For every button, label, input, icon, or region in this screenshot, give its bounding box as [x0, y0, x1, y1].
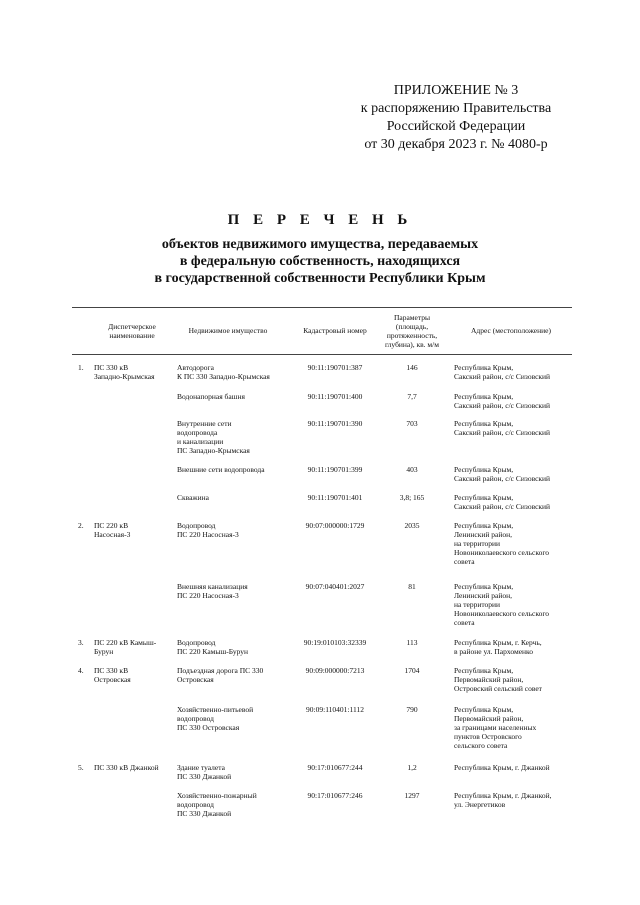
parameter-value: 403	[406, 465, 418, 474]
property-name-line: Водопровод	[177, 521, 216, 530]
address-line: Республика Крым,	[454, 521, 514, 530]
address	[454, 638, 572, 656]
property-name-line: Водонапорная башня	[177, 392, 245, 401]
property-name	[177, 638, 287, 656]
property-name-line: Внешние сети водопровода	[177, 465, 265, 474]
address-line: Республика Крым, г. Керчь,	[454, 638, 542, 647]
address-line: Республика Крым,	[454, 465, 514, 474]
subtitle-line: объектов недвижимого имущества, передаваемых	[161, 237, 479, 252]
property-name-line: ПС Западно-Крымская	[177, 446, 250, 455]
cadastral-number: 90:11:190701:401	[307, 493, 363, 502]
document-title: П Е Р Е Ч Е Н Ь	[227, 212, 413, 228]
header-params	[372, 307, 452, 354]
property-name-line: ПС 330 Джанкой	[177, 809, 232, 818]
dispatch-name-line: ПС 330 кВ	[94, 363, 129, 372]
appendix-line: от 30 декабря 2023 г. № 4080-р	[364, 137, 548, 152]
subtitle-line: в федеральную собственность, находящихся	[179, 254, 461, 269]
header-text: Параметры	[393, 312, 431, 322]
property-name	[177, 521, 287, 539]
address-line: Сакский район, с/с Сизовский	[454, 428, 551, 437]
address	[454, 666, 572, 693]
dispatch-name-line: Бурун	[94, 647, 114, 656]
dispatch-name-line: ПС 330 кВ Джанкой	[94, 763, 159, 772]
dispatch-name	[94, 763, 174, 772]
cadastral-number: 90:11:190701:390	[307, 419, 363, 428]
cadastral-number: 90:19:010103:32339	[303, 638, 367, 647]
property-name-line: и канализации	[177, 437, 224, 446]
address-line: Новониколаевского сельского	[454, 548, 549, 557]
property-name	[177, 363, 287, 381]
dispatch-name-line: ПС 330 кВ	[94, 666, 129, 675]
parameter-value: 3,8; 165	[399, 493, 425, 502]
address	[454, 582, 572, 627]
property-name	[177, 582, 287, 600]
header-property	[172, 307, 284, 354]
parameter-value: 790	[406, 705, 418, 714]
address-line: совета	[454, 557, 475, 566]
address	[454, 493, 572, 511]
property-name-line: водопровод	[177, 714, 214, 723]
address-line: на территории	[454, 600, 501, 609]
row-number: 4.	[78, 666, 84, 675]
property-name-line: Внутренние сети	[177, 419, 232, 428]
property-name-line: Автодорога	[177, 363, 214, 372]
address-line: Сакский район, с/с Сизовский	[454, 372, 551, 381]
address-line: Новониколаевского сельского	[454, 609, 549, 618]
address-line: Сакский район, с/с Сизовский	[454, 502, 551, 511]
property-name	[177, 493, 287, 502]
address-line: ул. Энергетиков	[454, 800, 506, 809]
property-name	[177, 392, 287, 401]
dispatch-name-line: Островская	[94, 675, 131, 684]
subtitle-line: в государственной собственности Республики Крым	[154, 271, 486, 286]
property-name-line: Островская	[177, 675, 214, 684]
header-text: Кадастровый номер	[303, 326, 367, 335]
address	[454, 392, 572, 410]
document-subtitle	[70, 236, 570, 287]
address-line: пунктов Островского	[454, 732, 522, 741]
cadastral-number: 90:07:000000:1729	[305, 521, 365, 530]
property-name-line: К ПС 330 Западно-Крымская	[177, 372, 270, 381]
dispatch-name-line: Насосная-3	[94, 530, 131, 539]
cadastral-number: 90:11:190701:387	[307, 363, 363, 372]
header-address	[450, 307, 572, 354]
dispatch-name-line: ПС 220 кВ	[94, 521, 129, 530]
property-name-line: Хозяйственно-питьевой	[177, 705, 254, 714]
table-header-border	[72, 354, 572, 355]
property-name-line: Внешняя канализация	[177, 582, 248, 591]
header-text: (площадь,	[395, 321, 429, 331]
cadastral-number: 90:17:010677:244	[307, 763, 363, 772]
property-name-line: водопровода	[177, 428, 218, 437]
header-dispatch-name	[82, 307, 182, 354]
dispatch-name	[94, 363, 174, 381]
header-text: наименование	[109, 330, 155, 340]
address	[454, 465, 572, 483]
cadastral-number: 90:11:190701:400	[307, 392, 363, 401]
cadastral-number: 90:07:040401:2027	[305, 582, 365, 591]
address-line: в районе ул. Пархоменко	[454, 647, 534, 656]
cadastral-number: 90:17:010677:246	[307, 791, 363, 800]
parameter-value: 81	[408, 582, 416, 591]
cadastral-number: 90:09:110401:1112	[306, 705, 364, 714]
dispatch-name-line: Западно-Крымская	[94, 372, 155, 381]
parameter-value: 1,2	[407, 763, 417, 772]
property-name-line: Здание туалета	[177, 763, 225, 772]
row-number: 1.	[78, 363, 84, 372]
address-line: Республика Крым, г. Джанкой	[454, 763, 550, 772]
property-name	[177, 763, 287, 781]
address-line: Первомайский район,	[454, 714, 524, 723]
appendix-line: к распоряжению Правительства	[360, 101, 552, 116]
row-number: 3.	[78, 638, 84, 647]
property-name-line: Хозяйственно-пожарный	[177, 791, 257, 800]
address-line: совета	[454, 618, 475, 627]
address-line: Первомайский район,	[454, 675, 524, 684]
row-number: 2.	[78, 521, 84, 530]
address-line: Республика Крым,	[454, 419, 514, 428]
cadastral-number: 90:09:000000:7213	[305, 666, 365, 675]
address-line: сельского совета	[454, 741, 508, 750]
address-line: на территории	[454, 539, 501, 548]
header-cadastral	[284, 307, 386, 354]
address-line: Республика Крым,	[454, 666, 514, 675]
address	[454, 419, 572, 437]
address-line: Сакский район, с/с Сизовский	[454, 474, 551, 483]
property-name	[177, 666, 287, 684]
appendix-title: ПРИЛОЖЕНИЕ № 3	[393, 83, 519, 98]
parameter-value: 2035	[404, 521, 420, 530]
address-line: Республика Крым,	[454, 363, 514, 372]
property-name-line: водопровод	[177, 800, 214, 809]
parameter-value: 703	[406, 419, 418, 428]
property-name-line: Подъездная дорога ПС 330	[177, 666, 264, 675]
address-line: Сакский район, с/с Сизовский	[454, 401, 551, 410]
appendix-line: Российской Федерации	[386, 119, 526, 134]
address-line: Ленинский район,	[454, 591, 513, 600]
property-name-line: Водопровод	[177, 638, 216, 647]
address-line: за границами населенных	[454, 723, 537, 732]
header-text: Диспетчерское	[108, 321, 156, 331]
address-line: Республика Крым,	[454, 582, 514, 591]
parameter-value: 113	[406, 638, 418, 647]
address	[454, 705, 572, 750]
address	[454, 363, 572, 381]
address-line: Республика Крым,	[454, 392, 514, 401]
property-name-line: ПС 220 Камыш-Бурун	[177, 647, 248, 656]
property-name-line: ПС 330 Островская	[177, 723, 240, 732]
property-name-line: ПС 330 Джанкой	[177, 772, 232, 781]
parameter-value: 146	[406, 363, 418, 372]
header-text: Адрес (местоположение)	[471, 326, 551, 335]
header-text: протяженность,	[386, 330, 438, 340]
header-text: глубина), кв. м/м	[384, 339, 440, 349]
address	[454, 763, 572, 772]
address-line: Республика Крым, г. Джанкой,	[454, 791, 552, 800]
address-line: Ленинский район,	[454, 530, 513, 539]
parameter-value: 1297	[404, 791, 420, 800]
dispatch-name-line: ПС 220 кВ Камыш-	[94, 638, 157, 647]
address-line: Республика Крым,	[454, 705, 514, 714]
header-text: Недвижимое имущество	[188, 326, 268, 335]
property-name-line: ПС 220 Насосная-3	[177, 591, 239, 600]
property-name	[177, 791, 287, 818]
property-name	[177, 465, 287, 474]
dispatch-name	[94, 638, 174, 656]
address-line: Островский сельский совет	[454, 684, 542, 693]
row-number: 5.	[78, 763, 84, 772]
address	[454, 791, 572, 809]
parameter-value: 7,7	[407, 392, 417, 401]
property-name	[177, 419, 287, 455]
property-name-line: Скважина	[177, 493, 209, 502]
address	[454, 521, 572, 566]
cadastral-number: 90:11:190701:399	[307, 465, 363, 474]
property-name	[177, 705, 287, 732]
appendix-header	[340, 82, 572, 154]
dispatch-name	[94, 666, 174, 684]
dispatch-name	[94, 521, 174, 539]
address-line: Республика Крым,	[454, 493, 514, 502]
parameter-value: 1704	[404, 666, 420, 675]
property-name-line: ПС 220 Насосная-3	[177, 530, 239, 539]
